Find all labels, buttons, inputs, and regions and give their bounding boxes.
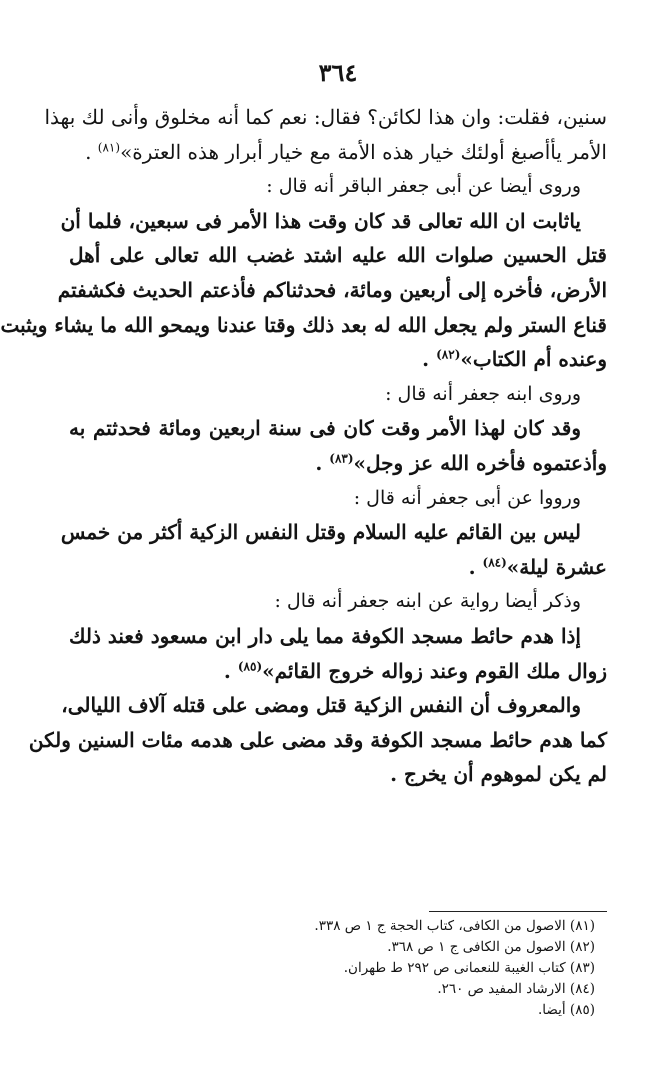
text-line: عشرة ليلة»$^{(٨٤)}$ .	[468, 554, 607, 579]
footnote: (٨٤) الارشاد المفيد ص ٢٦٠.	[437, 981, 595, 997]
footnote-ref: (٨٣)	[329, 451, 354, 466]
text-line: قتل الحسين صلوات الله عليه اشتد غضب الله تعالى على أهل	[69, 243, 607, 268]
text-line: الأرض، فأخره إلى أربعين ومائة، فحدثناكم فأذعتم الحديث فكشفتم	[57, 277, 607, 302]
text-line: وذكر أيضا رواية عن ابنه جعفر أنه قال :	[274, 590, 581, 613]
text-line: والمعروف أن النفس الزكية قتل ومضى على قتله آلاف الليالى،	[61, 693, 581, 718]
text-line: قناع الستر ولم يجعل الله له بعد ذلك وقتا عندنا ويمحو الله ما يشاء ويثبت	[0, 312, 607, 337]
text-line: زوال ملك القوم وعند زواله خروج القائم»$^{(٨٥)}$ .	[223, 658, 607, 683]
text-line: الأمر يأأصبغ أولئك خيار هذه الأمة مع خيار أبرار هذه العترة»$^{(٨١)}$ .	[85, 139, 607, 164]
text-line: سنين، فقلت: وان هذا لكائن؟ فقال: نعم كما أنه مخلوق وأنى لك بهذا	[44, 105, 607, 129]
page-number: ٣٦٤	[318, 58, 358, 87]
text-line: ليس بين القائم عليه السلام وقتل النفس الزكية أكثر من خمس	[60, 520, 581, 545]
text-line: كما هدم حائط مسجد الكوفة وقد مضى على هدمه مئات السنين ولكن	[28, 727, 607, 752]
text-line: وعنده أم الكتاب»$^{(٨٢)}$ .	[422, 347, 607, 372]
footnote-ref: (٨٤)	[482, 555, 507, 570]
footnote-divider	[429, 911, 607, 912]
footnotes	[75, 916, 595, 1021]
body-text	[0, 100, 607, 792]
text-line: وروى ابنه جعفر أنه قال :	[385, 382, 581, 405]
footnote: (٨٣) كتاب الغيبة للنعمانى ص ٢٩٢ ط طهران.	[343, 960, 595, 976]
footnote-ref: (٨١)	[97, 139, 121, 154]
text-line: إذا هدم حائط مسجد الكوفة مما يلى دار ابن مسعود فعند ذلك	[69, 623, 581, 648]
text-line: لم يكن لموهوم أن يخرج .	[390, 762, 607, 787]
footnote: (٨٥) أيضا.	[538, 1002, 595, 1018]
footnote-ref: (٨٢)	[436, 347, 461, 362]
text-line: ورووا عن أبى جعفر أنه قال :	[353, 486, 581, 509]
text-line: وروى أيضا عن أبى جعفر الباقر أنه قال :	[266, 175, 581, 198]
footnote: (٨١) الاصول من الكافى، كتاب الحجة ج ١ ص ٣٣٨.	[314, 918, 595, 934]
footnote-ref: (٨٥)	[237, 658, 263, 673]
text-line: وأذعتموه فأخره الله عز وجل»$^{(٨٣)}$ .	[315, 450, 607, 475]
footnote: (٨٢) الاصول من الكافى ج ١ ص ٣٦٨.	[387, 939, 595, 955]
text-line: وقد كان لهذا الأمر وقت كان فى سنة اربعين ومائة فحدثتم به	[69, 416, 581, 441]
text-line: ياثابت ان الله تعالى قد كان وقت هذا الأمر فى سبعين، فلما أن	[60, 208, 581, 233]
